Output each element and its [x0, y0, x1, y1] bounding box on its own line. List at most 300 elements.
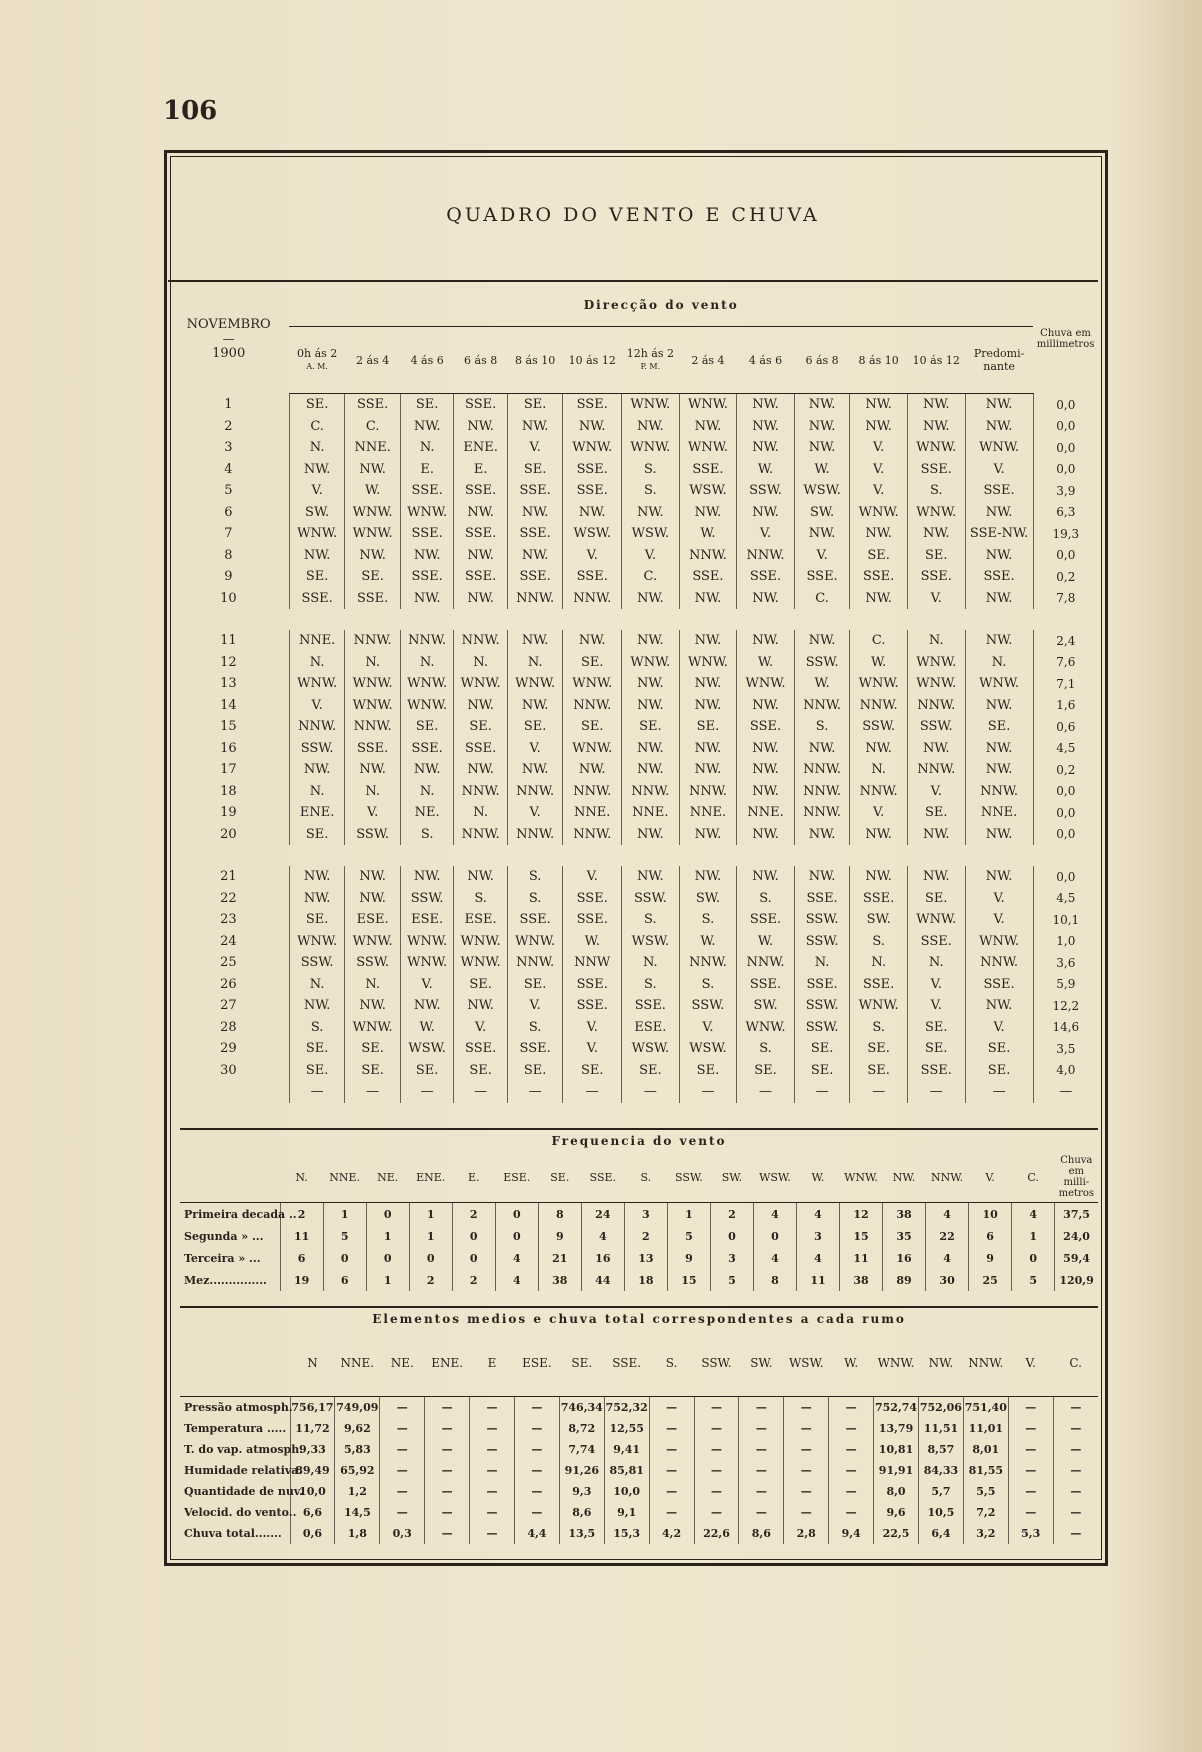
direction-cell: SSE.: [454, 1038, 507, 1060]
direction-cell: NW.: [622, 502, 680, 524]
direction-cell: WNW.: [965, 437, 1033, 459]
direction-cell: SSE.: [507, 909, 563, 931]
element-cell: —: [1008, 1460, 1053, 1481]
direction-cell: V.: [850, 480, 908, 502]
direction-cell: NW.: [737, 394, 795, 416]
element-cell: —: [694, 1418, 739, 1439]
frequency-cell: 3: [796, 1225, 839, 1247]
rain-cell: 0,0: [1033, 416, 1098, 438]
direction-cell: NW.: [622, 759, 680, 781]
direction-cell: SE.: [965, 1038, 1033, 1060]
direction-cell: SSE.: [794, 888, 850, 910]
direction-cell: NNW.: [794, 695, 850, 717]
element-cell: —: [694, 1397, 739, 1419]
table-row: [168, 416, 1098, 438]
element-cell: 5,3: [1008, 1523, 1053, 1544]
direction-cell: NW.: [400, 416, 453, 438]
direction-cell: V.: [507, 802, 563, 824]
direction-cell: NW.: [679, 416, 737, 438]
direction-cell: V.: [907, 781, 965, 803]
element-cell: —: [1053, 1418, 1098, 1439]
direction-cell: C.: [622, 566, 680, 588]
table-row: [180, 1225, 1098, 1247]
direction-cell: WNW.: [965, 931, 1033, 953]
direction-cell: NW.: [907, 394, 965, 416]
element-cell: 8,0: [874, 1481, 919, 1502]
element-cell: —: [829, 1397, 874, 1419]
rain-cell: 59,4: [1055, 1247, 1098, 1269]
element-cell: 65,92: [335, 1460, 380, 1481]
element-cell: 1,2: [335, 1481, 380, 1502]
row-label: Humidade relativa.: [184, 1464, 303, 1477]
direction-cell: WNW.: [345, 502, 401, 524]
direction-cell: SE.: [400, 394, 453, 416]
direction-cell: V.: [563, 1017, 622, 1039]
direction-cell: SW.: [794, 502, 850, 524]
direction-cell: NNW.: [965, 781, 1033, 803]
frequency-cell: 11: [796, 1269, 839, 1291]
frequency-cell: 30: [926, 1269, 969, 1291]
rain-cell: 7,8: [1033, 588, 1098, 610]
element-cell: —: [649, 1439, 694, 1460]
direction-cell: SE.: [622, 716, 680, 738]
row-label: Primeira decada ..: [184, 1207, 297, 1221]
direction-cell: W.: [794, 459, 850, 481]
element-col-header: W.: [829, 1330, 874, 1397]
table-row: [168, 695, 1098, 717]
rain-cell: 1,6: [1033, 695, 1098, 717]
direction-cell: WNW.: [345, 523, 401, 545]
frequency-cell: 10: [969, 1203, 1012, 1226]
direction-cell: WNW.: [400, 673, 453, 695]
direction-cell: NW.: [563, 502, 622, 524]
dash-cell: —: [1033, 1081, 1098, 1103]
direction-cell: NW.: [345, 888, 401, 910]
direction-cell: V.: [563, 1038, 622, 1060]
direction-cell: NNW.: [907, 695, 965, 717]
direction-cell: WNW.: [850, 995, 908, 1017]
direction-cell: NW.: [289, 866, 345, 888]
element-cell: —: [1053, 1460, 1098, 1481]
element-cell: —: [829, 1418, 874, 1439]
element-col-header: NE.: [380, 1330, 425, 1397]
rain-cell: 3,6: [1033, 952, 1098, 974]
element-cell: 9,41: [604, 1439, 649, 1460]
direction-cell: SSE.: [907, 459, 965, 481]
direction-col-label: Predomi-nante: [973, 347, 1025, 373]
direction-cell: NW.: [965, 738, 1033, 760]
direction-cell: SSE.: [507, 523, 563, 545]
direction-cell: NW.: [622, 588, 680, 610]
direction-cell: W.: [345, 480, 401, 502]
element-cell: 3,2: [963, 1523, 1008, 1544]
direction-cell: NW.: [737, 588, 795, 610]
direction-cell: ESE.: [622, 1017, 680, 1039]
direction-cell: NW.: [622, 866, 680, 888]
element-cell: —: [380, 1418, 425, 1439]
direction-cell: C.: [289, 416, 345, 438]
element-cell: 84,33: [918, 1460, 963, 1481]
label-col-header: [180, 1152, 280, 1203]
direction-cell: WSW.: [400, 1038, 453, 1060]
frequency-col-header: ESE.: [495, 1152, 538, 1203]
direction-cell: V.: [850, 437, 908, 459]
rain-cell: 10,1: [1033, 909, 1098, 931]
direction-cell: ENE.: [289, 802, 345, 824]
direction-cell: NW.: [965, 588, 1033, 610]
table-row: [180, 1502, 1098, 1523]
table-row: [180, 1247, 1098, 1269]
direction-cell: SSE.: [563, 394, 622, 416]
frequency-cell: 24: [581, 1203, 624, 1226]
frequency-cell: 1: [366, 1269, 409, 1291]
direction-cell: NW.: [737, 416, 795, 438]
direction-cell: V.: [679, 1017, 737, 1039]
element-cell: —: [514, 1418, 559, 1439]
frequency-cell: 4: [796, 1247, 839, 1269]
direction-cell: WNW.: [454, 931, 507, 953]
table-row: [180, 1523, 1098, 1544]
direction-cell: NNW: [563, 952, 622, 974]
direction-col-header: [454, 327, 507, 394]
direction-cell: NNW.: [907, 759, 965, 781]
direction-cell: SSE.: [794, 974, 850, 996]
frequency-col-header: WSW.: [753, 1152, 796, 1203]
gap-cell: [168, 845, 1098, 866]
element-col-header: S.: [649, 1330, 694, 1397]
direction-cell: WNW.: [400, 931, 453, 953]
element-cell: —: [1008, 1502, 1053, 1523]
direction-cell: WNW.: [507, 673, 563, 695]
direction-cell: NNW.: [563, 695, 622, 717]
element-cell: 9,4: [829, 1523, 874, 1544]
direction-col-label: 2 ás 4: [691, 353, 725, 367]
direction-cell: NW.: [850, 416, 908, 438]
frequency-cell: 22: [926, 1225, 969, 1247]
direction-cell: NNE.: [965, 802, 1033, 824]
direction-cell: NW.: [794, 416, 850, 438]
direction-cell: NW.: [400, 588, 453, 610]
direction-cell: N.: [289, 974, 345, 996]
direction-cell: ENE.: [454, 437, 507, 459]
frequency-cell: 12: [840, 1203, 883, 1226]
direction-cell: V.: [737, 523, 795, 545]
element-cell: 85,81: [604, 1460, 649, 1481]
day-cell: 14: [220, 697, 237, 713]
direction-cell: NW.: [622, 824, 680, 846]
table-row: [168, 480, 1098, 502]
frequency-cell: 2: [409, 1269, 452, 1291]
direction-cell: NNW.: [289, 716, 345, 738]
direction-cell: WNW.: [850, 673, 908, 695]
frequency-col-header: V.: [969, 1152, 1012, 1203]
direction-cell: W.: [400, 1017, 453, 1039]
direction-cell: WNW.: [289, 523, 345, 545]
direction-cell: WNW.: [345, 695, 401, 717]
rain-cell: 4,5: [1033, 738, 1098, 760]
element-cell: —: [470, 1481, 515, 1502]
direction-cell: WNW.: [289, 673, 345, 695]
direction-cell: SSE.: [345, 588, 401, 610]
frequency-cell: 6: [280, 1247, 323, 1269]
direction-cell: NW.: [454, 545, 507, 567]
direction-cell: S.: [507, 888, 563, 910]
frequency-cell: 4: [926, 1203, 969, 1226]
frequency-cell: 5: [323, 1225, 366, 1247]
direction-cell: NNW.: [794, 802, 850, 824]
direction-cell: NNE.: [679, 802, 737, 824]
direction-cell: WNW.: [507, 931, 563, 953]
direction-col-header: [400, 327, 453, 394]
direction-cell: V.: [965, 888, 1033, 910]
element-cell: —: [425, 1439, 470, 1460]
direction-cell: NW.: [850, 738, 908, 760]
direction-col-label: 2 ás 4: [356, 353, 390, 367]
direction-cell: NW.: [679, 673, 737, 695]
element-cell: —: [514, 1460, 559, 1481]
direction-cell: V.: [907, 995, 965, 1017]
frequency-cell: 0: [495, 1203, 538, 1226]
mean-elements-caption: Elementos medios e chuva total correspondentes a cada rumo: [180, 1307, 1098, 1330]
direction-cell: S.: [794, 716, 850, 738]
element-cell: —: [784, 1418, 829, 1439]
direction-cell: SE.: [289, 394, 345, 416]
table-row: [168, 630, 1098, 652]
element-cell: 9,6: [874, 1502, 919, 1523]
direction-col-header: [907, 327, 965, 394]
direction-cell: SE.: [289, 909, 345, 931]
direction-cell: SE.: [289, 1060, 345, 1082]
rain-cell: 3,5: [1033, 1038, 1098, 1060]
element-col-header: SSE.: [604, 1330, 649, 1397]
direction-cell: WSW.: [563, 523, 622, 545]
direction-cell: NW.: [345, 759, 401, 781]
direction-cell: NW.: [737, 695, 795, 717]
element-cell: —: [1053, 1439, 1098, 1460]
frequency-cell: 0: [710, 1225, 753, 1247]
direction-cell: SSE.: [794, 566, 850, 588]
direction-cell: NNE.: [622, 802, 680, 824]
direction-cell: V.: [454, 1017, 507, 1039]
element-col-header: N: [290, 1330, 335, 1397]
element-cell: 746,34: [559, 1397, 604, 1419]
direction-cell: NNW.: [679, 952, 737, 974]
table-row: [180, 1203, 1098, 1226]
direction-cell: NW.: [965, 416, 1033, 438]
frequency-cell: 4: [495, 1247, 538, 1269]
element-cell: —: [425, 1397, 470, 1419]
row-label: T. do vap. atmosph.: [184, 1443, 304, 1456]
frequency-cell: 9: [667, 1247, 710, 1269]
direction-cell: NW.: [454, 759, 507, 781]
frequency-cell: 1: [1012, 1225, 1055, 1247]
rain-cell: 0,0: [1033, 824, 1098, 846]
day-cell: 16: [220, 740, 237, 756]
rain-cell: 24,0: [1055, 1225, 1098, 1247]
direction-cell: NW.: [965, 759, 1033, 781]
table-title: QUADRO DO VENTO E CHUVA: [446, 204, 820, 226]
row-label: Temperatura .....: [184, 1422, 287, 1435]
rain-cell: 4,0: [1033, 1060, 1098, 1082]
direction-cell: NW.: [965, 824, 1033, 846]
direction-cell: N.: [400, 437, 453, 459]
direction-col-header: [737, 327, 795, 394]
direction-cell: SSE.: [563, 888, 622, 910]
direction-cell: W.: [850, 652, 908, 674]
table-row: [168, 502, 1098, 524]
direction-col-label: 6 ás 8: [464, 353, 498, 367]
direction-col-header: [345, 327, 401, 394]
direction-cell: SSE.: [965, 974, 1033, 996]
direction-cell: V.: [907, 974, 965, 996]
frequency-col-header: SW.: [710, 1152, 753, 1203]
direction-cell: NW.: [679, 630, 737, 652]
frequency-caption: Frequencia do vento: [180, 1129, 1098, 1152]
direction-col-header: [794, 327, 850, 394]
frequency-cell: 0: [323, 1247, 366, 1269]
element-col-header: SW.: [739, 1330, 784, 1397]
direction-cell: WNW.: [907, 909, 965, 931]
dash-cell: —: [289, 1081, 345, 1103]
element-cell: 4,4: [514, 1523, 559, 1544]
element-cell: 11,72: [290, 1418, 335, 1439]
direction-cell: SE.: [400, 716, 453, 738]
element-cell: —: [1008, 1397, 1053, 1419]
direction-cell: NW.: [965, 995, 1033, 1017]
direction-cell: V.: [289, 480, 345, 502]
direction-col-header: [850, 327, 908, 394]
day-cell: 6: [224, 504, 233, 520]
element-cell: —: [1008, 1418, 1053, 1439]
direction-cell: NW.: [454, 695, 507, 717]
frequency-cell: 0: [1012, 1247, 1055, 1269]
element-cell: —: [470, 1418, 515, 1439]
frequency-cell: 4: [753, 1203, 796, 1226]
direction-cell: W.: [737, 652, 795, 674]
direction-cell: NW.: [289, 759, 345, 781]
direction-cell: SE.: [563, 652, 622, 674]
direction-cell: SSE.: [850, 888, 908, 910]
label-col-header: [180, 1330, 290, 1397]
direction-cell: NW.: [907, 738, 965, 760]
direction-cell: SSW.: [400, 888, 453, 910]
direction-cell: SSE.: [400, 523, 453, 545]
direction-cell: NW.: [289, 888, 345, 910]
direction-cell: SSE-NW.: [965, 523, 1033, 545]
direction-cell: SSE.: [737, 909, 795, 931]
frequency-col-header: N.: [280, 1152, 323, 1203]
frequency-col-header: NNE.: [323, 1152, 366, 1203]
direction-cell: NW.: [507, 545, 563, 567]
dash-cell: —: [622, 1081, 680, 1103]
direction-cell: NW.: [563, 759, 622, 781]
direction-cell: SSE.: [345, 394, 401, 416]
direction-cell: SW.: [737, 995, 795, 1017]
dash-cell: —: [907, 1081, 965, 1103]
rain-cell: 1,0: [1033, 931, 1098, 953]
direction-cell: NNW.: [563, 781, 622, 803]
element-cell: —: [649, 1481, 694, 1502]
frequency-cell: 0: [495, 1225, 538, 1247]
table-row: [180, 1460, 1098, 1481]
day-cell: 9: [224, 569, 233, 585]
frequency-col-header: SSE.: [581, 1152, 624, 1203]
direction-cell: SSE.: [454, 523, 507, 545]
rain-cell: 0,0: [1033, 394, 1098, 416]
direction-cell: NW.: [400, 545, 453, 567]
direction-cell: NW.: [679, 502, 737, 524]
direction-cell: N.: [289, 437, 345, 459]
day-cell: 10: [220, 590, 237, 606]
direction-cell: NNW.: [507, 588, 563, 610]
element-cell: —: [649, 1418, 694, 1439]
direction-cell: SE.: [454, 1060, 507, 1082]
direction-cell: NNW.: [454, 824, 507, 846]
dash-cell: —: [400, 1081, 453, 1103]
direction-cell: NNW.: [850, 695, 908, 717]
table-row: [168, 545, 1098, 567]
rain-cell: 3,9: [1033, 480, 1098, 502]
closing-dash-row: [168, 1081, 1098, 1103]
direction-cell: WNW.: [345, 673, 401, 695]
dash-cell: —: [507, 1081, 563, 1103]
direction-cell: SSE.: [507, 480, 563, 502]
direction-cell: SSE.: [563, 459, 622, 481]
element-cell: 8,6: [559, 1502, 604, 1523]
direction-cell: NW.: [965, 502, 1033, 524]
element-cell: —: [514, 1481, 559, 1502]
element-col-header: ESE.: [514, 1330, 559, 1397]
rain-cell: 0,2: [1033, 759, 1098, 781]
direction-col-header: [507, 327, 563, 394]
row-label: Segunda » ...: [184, 1229, 264, 1243]
table-row: [168, 738, 1098, 760]
direction-cell: V.: [507, 437, 563, 459]
direction-cell: NW.: [345, 545, 401, 567]
rain-cell: 0,0: [1033, 545, 1098, 567]
direction-cell: N.: [454, 652, 507, 674]
direction-cell: SE.: [289, 566, 345, 588]
element-cell: 10,81: [874, 1439, 919, 1460]
day-cell: 8: [224, 547, 233, 563]
rain-cell: 12,2: [1033, 995, 1098, 1017]
frequency-cell: 44: [581, 1269, 624, 1291]
element-cell: —: [739, 1397, 784, 1419]
direction-cell: S.: [737, 888, 795, 910]
element-cell: 81,55: [963, 1460, 1008, 1481]
direction-cell: S.: [507, 1017, 563, 1039]
direction-cell: SE.: [907, 802, 965, 824]
element-cell: —: [425, 1523, 470, 1544]
element-cell: —: [470, 1523, 515, 1544]
direction-cell: SSE.: [289, 588, 345, 610]
table-row: [180, 1397, 1098, 1419]
rain-cell: 120,9: [1055, 1269, 1098, 1291]
direction-cell: NW.: [965, 545, 1033, 567]
mean-elements-table: [180, 1306, 1098, 1544]
direction-cell: SSE.: [679, 459, 737, 481]
frequency-cell: 4: [1012, 1203, 1055, 1226]
direction-cell: N.: [454, 802, 507, 824]
rain-cell: 14,6: [1033, 1017, 1098, 1039]
table-row: [168, 909, 1098, 931]
table-row: [168, 995, 1098, 1017]
direction-cell: NNE.: [563, 802, 622, 824]
day-cell: 24: [220, 933, 237, 949]
direction-cell: N.: [622, 952, 680, 974]
direction-cell: N.: [289, 781, 345, 803]
direction-cell: S.: [622, 459, 680, 481]
